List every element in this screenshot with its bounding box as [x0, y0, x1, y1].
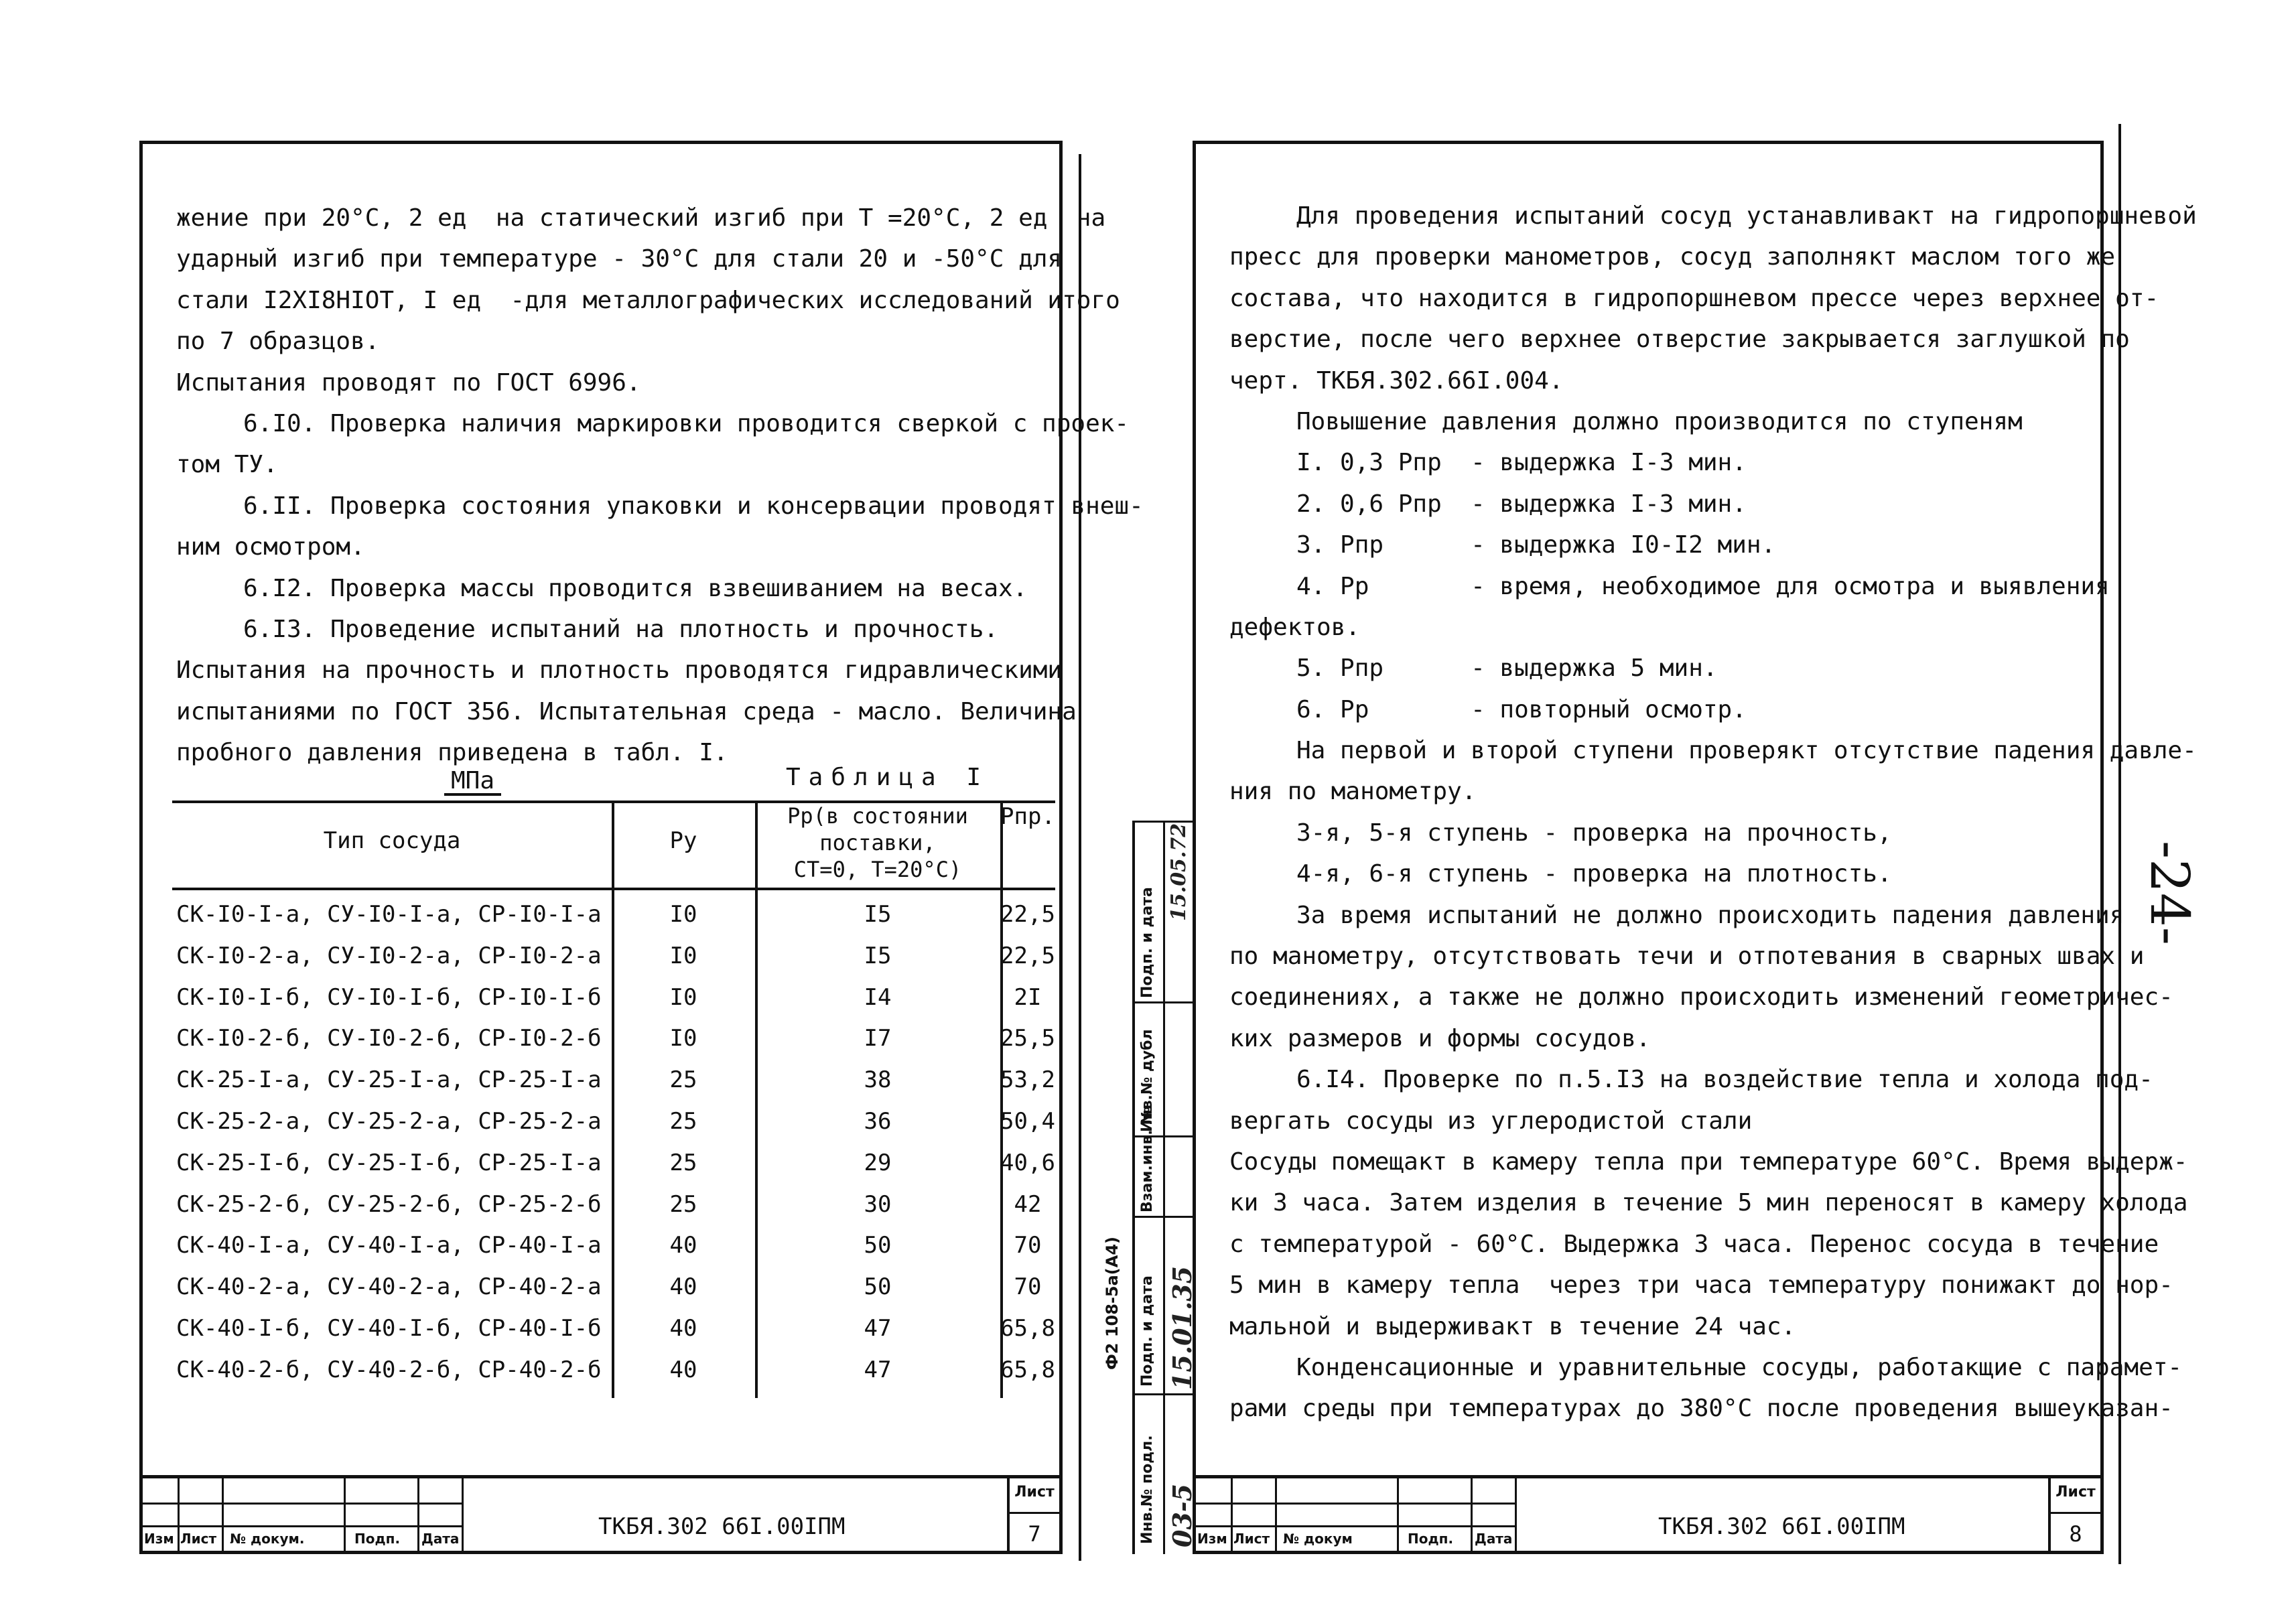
right-line: соединениях, а также не должно происходить изменений геометричес- — [1229, 983, 2173, 1012]
table-cell-pp: 50 — [864, 1232, 892, 1259]
right-line: состава, что находится в гидропоршневом прессе через верхнее от- — [1229, 284, 2159, 312]
table-cell-ppr: 2I — [1014, 983, 1042, 1011]
right-line: 4. Рр - время, необходимое для осмотра и выявления — [1296, 572, 2110, 600]
table-header-ppr: Рпр. — [1000, 803, 1055, 830]
sheet-number-box — [1007, 1478, 1059, 1551]
table-cell-ppr: 65,8 — [1000, 1315, 1055, 1342]
table-cell-ppr: 25,5 — [1000, 1025, 1055, 1052]
binding-label-inv-dubl: Инв.№ дубл — [1139, 1029, 1156, 1132]
right-edge-line — [2118, 124, 2121, 1564]
right-line: 6.I4. Проверке по п.5.I3 на воздействие тепла и холода под- — [1296, 1066, 2153, 1094]
left-line: Испытания проводят по ГОСТ 6996. — [176, 368, 641, 397]
right-line: дефектов. — [1229, 613, 1361, 641]
right-line: I. 0,3 Рпр - выдержка I-3 мин. — [1296, 449, 1747, 477]
table-cell-vessel-type: СК-I0-2-б, СУ-I0-2-б, СР-I0-2-б — [176, 1025, 602, 1052]
table-cell-pp: I5 — [864, 901, 892, 928]
table-cell-vessel-type: СК-I0-I-а, СУ-I0-I-а, СР-I0-I-а — [176, 901, 602, 928]
left-line: том ТУ. — [176, 451, 278, 479]
right-line: пресс для проверки манометров, сосуд заполнякт маслом того же — [1229, 243, 2116, 271]
left-line: ударный изгиб при температуре - 30°С для стали 20 и -50°С для — [176, 245, 1063, 273]
handwritten-code: 03-5 — [1167, 1483, 1197, 1547]
table-header-pp: Рр(в состоянии — [787, 803, 968, 829]
table-header-py: Ру — [669, 827, 697, 854]
table-cell-py: 25 — [669, 1190, 697, 1218]
stamp-label-doc: № докум. — [230, 1531, 305, 1547]
left-line: жение при 20°С, 2 ед на статический изгиб при Т =20°С, 2 ед на — [176, 204, 1106, 232]
table-cell-vessel-type: СК-25-2-а, СУ-25-2-а, СР-25-2-а — [176, 1108, 602, 1135]
table-cell-pp: 47 — [864, 1356, 892, 1383]
left-title-block — [143, 1475, 1059, 1551]
table-header-pp: поставки, — [819, 830, 936, 855]
sheet-number: 8 — [2069, 1521, 2082, 1547]
right-line: черт. ТКБЯ.302.66I.004. — [1229, 366, 1564, 395]
stamp-label-izm: Изм — [1197, 1531, 1227, 1547]
form-code: Ф2 108-5а(А4) — [1103, 1236, 1122, 1370]
stamp-label-list: Лист — [180, 1531, 217, 1547]
stamp-label-izm: Изм — [144, 1531, 174, 1547]
table-cell-ppr: 50,4 — [1000, 1108, 1055, 1135]
right-line: 4-я, 6-я ступень - проверка на плотность. — [1296, 860, 1892, 888]
right-line: Для проведения испытаний сосуд устанавливакт на гидропоршневой — [1296, 202, 2197, 230]
table-cell-py: 40 — [669, 1273, 697, 1301]
left-line: 6.II. Проверка состояния упаковки и консервации проводят внеш- — [243, 492, 1144, 520]
table-cell-py: I0 — [669, 983, 697, 1011]
sheet-number-box — [2048, 1478, 2100, 1551]
table-cell-pp: I7 — [864, 1025, 892, 1052]
table-cell-py: 25 — [669, 1108, 697, 1135]
table-cell-vessel-type: СК-40-I-а, СУ-40-I-а, СР-40-I-а — [176, 1232, 602, 1259]
left-line: ним осмотром. — [176, 533, 365, 561]
right-body-text — [1229, 196, 2197, 1430]
sheet-label: Лист — [1014, 1484, 1055, 1501]
table-cell-pp: 50 — [864, 1273, 892, 1301]
right-line: За время испытаний не должно происходить падения давления — [1296, 901, 2124, 929]
table-cell-pp: 47 — [864, 1315, 892, 1342]
stamp-label-doc: № докум — [1283, 1531, 1353, 1547]
table-cell-pp: 29 — [864, 1149, 892, 1176]
left-line: по 7 образцов. — [176, 328, 380, 356]
table-cell-py: I0 — [669, 901, 697, 928]
table-unit-label: МПа — [451, 767, 495, 794]
table-cell-ppr: 70 — [1014, 1232, 1042, 1259]
table-cell-py: I0 — [669, 1025, 697, 1052]
table-cell-pp: 38 — [864, 1066, 892, 1094]
table-header-type: Тип сосуда — [323, 827, 461, 854]
table-caption: Таблица I — [786, 764, 990, 791]
left-line: пробного давления приведена в табл. I. — [176, 739, 728, 767]
binding-label-vzam-inv: Взам.инв. № — [1139, 1107, 1156, 1212]
binding-label-inv-podl: Инв.№ подл. — [1139, 1435, 1156, 1544]
right-line: вергать сосуды из углеродистой стали — [1229, 1107, 1753, 1135]
table-cell-vessel-type: СК-40-2-б, СУ-40-2-б, СР-40-2-б — [176, 1356, 602, 1383]
handwritten-page-number: -24- — [2139, 841, 2201, 945]
table-cell-vessel-type: СК-25-I-а, СУ-25-I-а, СР-25-I-а — [176, 1066, 602, 1094]
right-sheet — [1193, 141, 2197, 1554]
right-line: Повышение давления должно производится по ступеням — [1296, 407, 2023, 435]
table-cell-vessel-type: СК-25-2-б, СУ-25-2-б, СР-25-2-б — [176, 1190, 602, 1218]
right-line: мальной и выдерживакт в течение 24 час. — [1229, 1312, 1796, 1340]
table-cell-ppr: 40,6 — [1000, 1149, 1055, 1176]
table-cell-pp: 36 — [864, 1108, 892, 1135]
stamp-label-list: Лист — [1233, 1531, 1270, 1547]
stamp-label-sign: Подп. — [354, 1531, 401, 1547]
table-cell-vessel-type: СК-I0-2-а, СУ-I0-2-а, СР-I0-2-а — [176, 942, 602, 969]
stamp-label-date: Дата — [421, 1531, 460, 1547]
table-cell-ppr: 42 — [1014, 1190, 1042, 1218]
right-line: 3. Рпр - выдержка I0-I2 мин. — [1296, 531, 1776, 559]
binding-strip — [1103, 821, 1197, 1554]
left-line: 6.I0. Проверка наличия маркировки проводится сверкой с проек- — [243, 409, 1130, 437]
sheet-label: Лист — [2055, 1484, 2096, 1501]
right-line: ния по манометру. — [1229, 778, 1477, 806]
right-line: с температурой - 60°С. Выдержка 3 часа. Перенос сосуда в течение — [1229, 1230, 2159, 1258]
stamp-label-sign: Подп. — [1408, 1531, 1454, 1547]
left-body-text — [176, 198, 1144, 773]
table-cell-ppr: 53,2 — [1000, 1066, 1055, 1094]
left-line: стали I2XI8HIOT, I ед -для металлографических исследований итого — [176, 286, 1120, 314]
table-cell-py: 25 — [669, 1066, 697, 1094]
right-line: 2. 0,6 Рпр - выдержка I-3 мин. — [1296, 490, 1747, 518]
table-cell-ppr: 65,8 — [1000, 1356, 1055, 1383]
table-cell-py: I0 — [669, 942, 697, 969]
binding-label-sign-date-1: Подп. и дата — [1139, 1275, 1156, 1387]
table-cell-py: 25 — [669, 1149, 697, 1176]
right-line: верстие, после чего верхнее отверстие закрывается заглушкой по — [1229, 326, 2130, 354]
pressure-table — [172, 800, 1055, 1403]
table-cell-py: 40 — [669, 1356, 697, 1383]
table-cell-vessel-type: СК-25-I-б, СУ-25-I-б, СР-25-I-а — [176, 1149, 602, 1176]
right-line: 5. Рпр - выдержка 5 мин. — [1296, 654, 1718, 683]
table-cell-vessel-type: СК-40-I-б, СУ-40-I-б, СР-40-I-б — [176, 1315, 602, 1342]
table-cell-ppr: 22,5 — [1000, 901, 1055, 928]
right-line: по манометру, отсутствовать течи и отпотевания в сварных швах и — [1229, 943, 2145, 971]
left-line: испытаниями по ГОСТ 356. Испытательная среда - масло. Величина — [176, 697, 1077, 725]
table-cell-py: 40 — [669, 1232, 697, 1259]
right-line: 3-я, 5-я ступень - проверка на прочность, — [1296, 819, 1892, 847]
table-cell-py: 40 — [669, 1315, 697, 1342]
right-line: ких размеров и формы сосудов. — [1229, 1024, 1651, 1052]
left-line: Испытания на прочность и плотность проводятся гидравлическими — [176, 656, 1063, 685]
document-code: ТКБЯ.302 66I.00IПМ — [1658, 1513, 1905, 1540]
table-header-pp: СТ=0, Т=20°С) — [793, 857, 962, 882]
table-cell-ppr: 70 — [1014, 1273, 1042, 1301]
right-line: Сосуды помещакт в камеру тепла при температуре 60°С. Время выдерж- — [1229, 1147, 2188, 1176]
table-cell-pp: I5 — [864, 942, 892, 969]
right-title-block — [1196, 1475, 2100, 1551]
handwritten-date: 15.05.72 — [1167, 823, 1191, 921]
handwritten-inventory: 15.01.35 — [1167, 1265, 1197, 1390]
table-cell-vessel-type: СК-40-2-а, СУ-40-2-а, СР-40-2-а — [176, 1273, 602, 1301]
table-cell-pp: I4 — [864, 983, 892, 1011]
sheet-number: 7 — [1028, 1521, 1041, 1547]
binding-label-sign-date-2: Подп. и дата — [1139, 887, 1156, 998]
table-cell-vessel-type: СК-I0-I-б, СУ-I0-I-б, СР-I0-I-б — [176, 983, 602, 1011]
left-line: 6.I2. Проверка массы проводится взвешиванием на весах. — [243, 574, 1028, 602]
right-line: 6. Рр - повторный осмотр. — [1296, 695, 1747, 723]
table-cell-pp: 30 — [864, 1190, 892, 1218]
table-cell-ppr: 22,5 — [1000, 942, 1055, 969]
right-line: На первой и второй ступени проверякт отсутствие падения давле- — [1296, 737, 2197, 765]
right-line: рами среды при температурах до 380°С после проведения вышеуказан- — [1229, 1395, 2173, 1423]
document-code: ТКБЯ.302 66I.00IПМ — [598, 1513, 846, 1540]
right-line: Конденсационные и уравнительные сосуды, работакщие с парамет- — [1296, 1353, 2183, 1381]
right-line: 5 мин в камеру тепла через три часа температуру понижакт до нор- — [1229, 1271, 2173, 1300]
stamp-label-date: Дата — [1475, 1531, 1513, 1547]
right-line: ки 3 часа. Затем изделия в течение 5 мин переносят в камеру холода — [1229, 1189, 2188, 1217]
left-line: 6.I3. Проведение испытаний на плотность и прочность. — [243, 615, 999, 643]
